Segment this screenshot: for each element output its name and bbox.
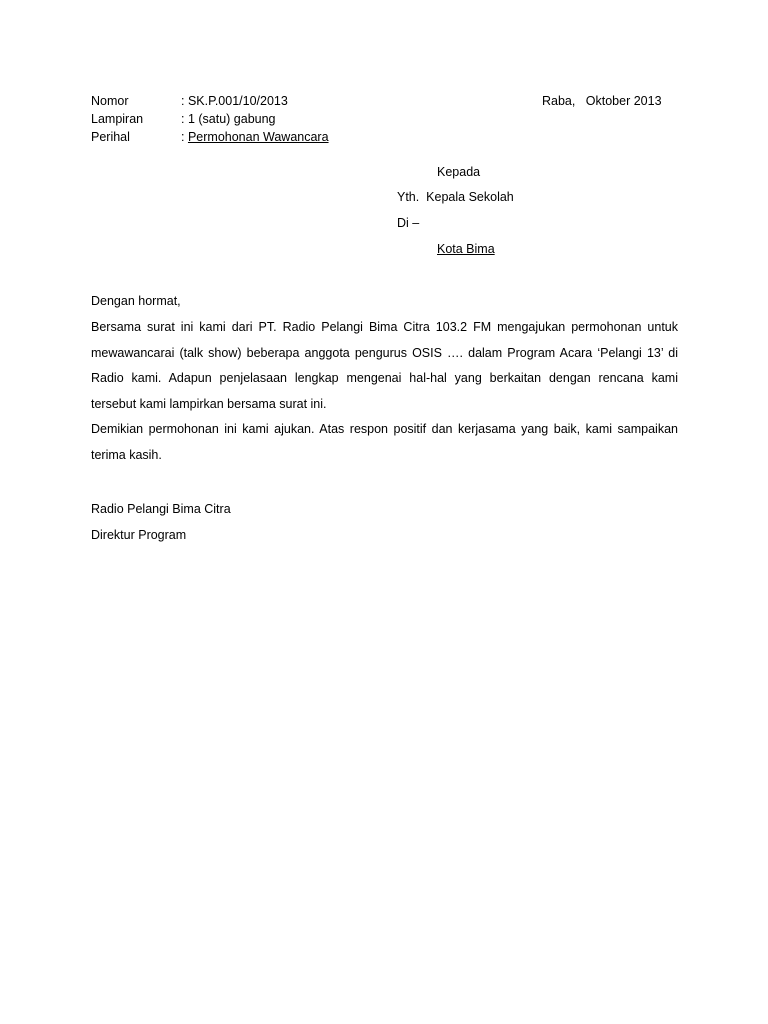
meta-label-nomor: Nomor [91,94,129,108]
letter-body [91,315,678,468]
meta-value-nomor: : SK.P.001/10/2013 [181,94,288,108]
recipient-kepada: Kepada [437,165,481,179]
body-paragraph-1: Bersama surat ini kami dari PT. Radio Pelangi Bima Citra 103.2 FM mengajukan permohonan untuk mewawancarai (talk show) beberapa anggota pengurus OSIS …. dalam Program Acara ‘Pelangi 13’ di Radio kami. Adapun penjelasaan lengkap mengenai hal-hal yang berkaitan dengan rencana kami tersebut kami lampirkan bersama surat ini. [91,320,678,411]
recipient-di: Di – [397,216,420,230]
meta-value-perihal-prefix: : [181,130,188,144]
recipient-city: Kota Bima [437,242,495,256]
meta-label-lampiran: Lampiran [91,112,144,126]
salutation: Dengan hormat, [91,294,181,308]
meta-value-lampiran: : 1 (satu) gabung [181,112,276,126]
body-paragraph-2: Demikian permohonan ini kami ajukan. Atas respon positif dan kerjasama yang baik, kami sampaikan terima kasih. [91,422,678,462]
sender-position: Direktur Program [91,528,187,542]
meta-value-perihal: Permohonan Wawancara [187,130,329,144]
recipient-yth: Yth. Kepala Sekolah [397,190,514,204]
meta-label-perihal: Perihal [91,130,130,144]
place-date: Raba, Oktober 2013 [542,94,662,108]
meta-value-perihal-wrap [181,128,329,146]
signature-block [91,496,231,548]
sender-name: Radio Pelangi Bima Citra [91,502,231,516]
